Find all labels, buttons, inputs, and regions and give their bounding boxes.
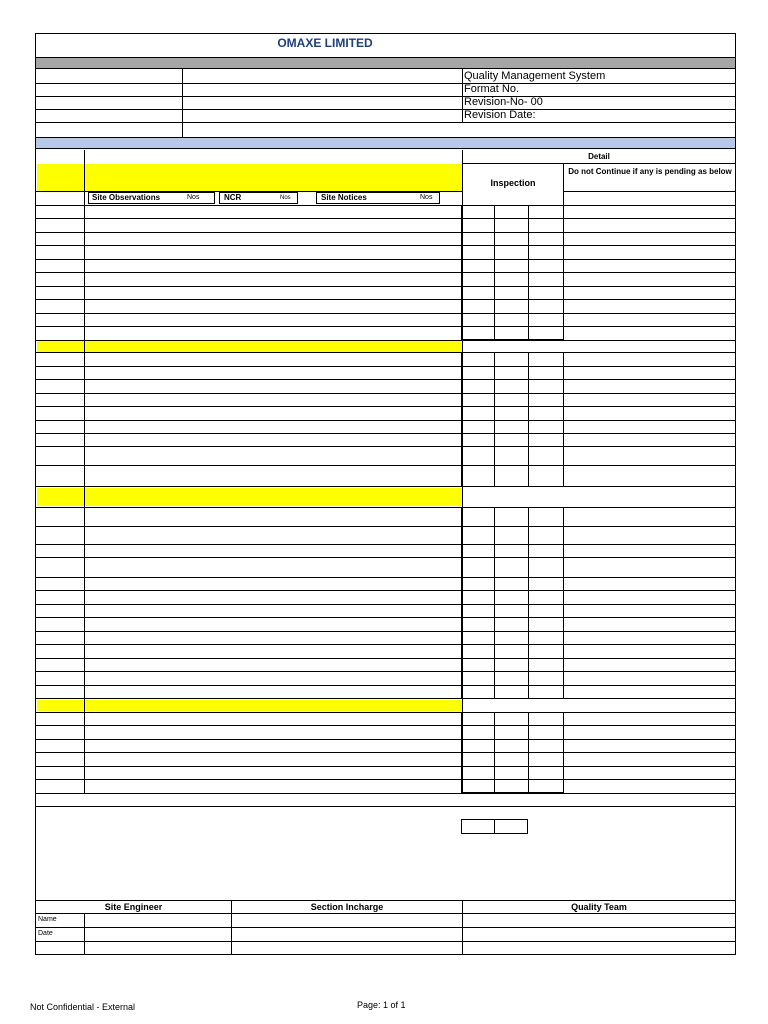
date-row-label: Date: [38, 930, 53, 937]
site-notices-unit: Nos: [420, 194, 433, 201]
classification-label: Not Confidential - External: [30, 1002, 136, 1012]
table-row: [36, 779, 735, 780]
revision-number: Revision-No- 00: [464, 96, 543, 108]
table-row: [36, 631, 735, 632]
table-row: [36, 644, 735, 645]
table-row: [36, 465, 735, 466]
divider: [494, 352, 495, 487]
revision-date: Revision Date:: [464, 109, 536, 121]
divider: [36, 205, 735, 206]
divider: [528, 205, 529, 340]
divider: [36, 122, 735, 123]
table-row: [36, 793, 735, 794]
divider: [36, 913, 735, 914]
table-row: [36, 671, 735, 672]
table-row: [36, 698, 735, 699]
table-row: [36, 617, 735, 618]
section-marker: [37, 164, 84, 191]
continue-note: Do not Continue if any is pending as below: [568, 167, 732, 176]
divider: [182, 69, 183, 137]
section-title-cell: [85, 164, 462, 191]
table-row: [36, 379, 735, 380]
table-row: [36, 245, 735, 246]
divider: [84, 913, 85, 954]
company-title: OMAXE LIMITED: [277, 36, 373, 50]
table-row: [36, 299, 735, 300]
table-row: [36, 752, 735, 753]
divider: [462, 163, 735, 164]
section-marker: [37, 341, 84, 352]
table-row: [36, 352, 735, 353]
detail-header: Detail: [588, 152, 610, 161]
site-observations-unit: Nos: [187, 194, 200, 201]
table-row: [36, 259, 735, 260]
table-row: [36, 420, 735, 421]
section-title-cell: [85, 341, 462, 352]
table-row: [36, 313, 735, 314]
section-title-cell: [85, 700, 462, 711]
divider: [84, 150, 85, 793]
table-row: [36, 557, 735, 558]
table-row: [36, 604, 735, 605]
table-row: [36, 286, 735, 287]
table-row: [36, 739, 735, 740]
table-row: [36, 232, 735, 233]
divider: [36, 927, 735, 928]
divider: [494, 205, 495, 340]
section-title-cell: [85, 488, 462, 506]
table-row: [36, 766, 735, 767]
table-row: [36, 218, 735, 219]
table-row: [36, 685, 735, 686]
table-row: [36, 393, 735, 394]
page-number: Page: 1 of 1: [357, 1000, 406, 1010]
divider: [528, 712, 529, 793]
table-row: [36, 433, 735, 434]
divider: [36, 109, 735, 110]
divider: [36, 900, 735, 901]
table-row: [36, 658, 735, 659]
table-row: [36, 507, 735, 508]
header-divider-band: [36, 57, 735, 69]
divider: [494, 820, 495, 833]
name-row-label: Name: [38, 916, 57, 923]
table-row: [36, 446, 735, 447]
table-row: [36, 366, 735, 367]
divider: [494, 712, 495, 793]
inspection-header: Inspection: [490, 178, 536, 188]
table-row: [36, 272, 735, 273]
ncr-unit: Nos: [280, 195, 291, 201]
format-number: Format No.: [464, 83, 520, 95]
table-row: [36, 406, 735, 407]
inspection-box-group: [461, 507, 564, 699]
table-row: [36, 486, 735, 487]
inspection-box-group: [461, 352, 564, 487]
table-row: [36, 526, 735, 527]
signoff-site-engineer: Site Engineer: [104, 902, 163, 912]
divider: [528, 507, 529, 699]
table-row: [36, 712, 735, 713]
inspection-box-group: [461, 712, 564, 793]
section-marker: [37, 700, 84, 711]
signoff-quality-team: Quality Team: [571, 902, 627, 912]
section-band: [36, 137, 735, 149]
section-marker: [37, 488, 84, 506]
table-row: [36, 590, 735, 591]
divider: [563, 163, 564, 206]
site-observations-label: Site Observations: [92, 193, 161, 202]
inspection-box-group: [461, 205, 564, 340]
divider: [36, 941, 735, 942]
doc-system-name: Quality Management System: [464, 70, 606, 82]
divider: [36, 83, 735, 84]
divider: [462, 69, 463, 123]
divider: [494, 507, 495, 699]
table-row: [36, 577, 735, 578]
site-notices-label: Site Notices: [321, 193, 367, 202]
divider: [528, 352, 529, 487]
signoff-section-incharge: Section Incharge: [310, 902, 384, 912]
divider: [36, 806, 735, 807]
table-row: [36, 544, 735, 545]
divider: [36, 96, 735, 97]
table-row: [36, 326, 735, 327]
divider: [563, 191, 735, 192]
table-row: [36, 725, 735, 726]
ncr-label: NCR: [224, 193, 242, 202]
